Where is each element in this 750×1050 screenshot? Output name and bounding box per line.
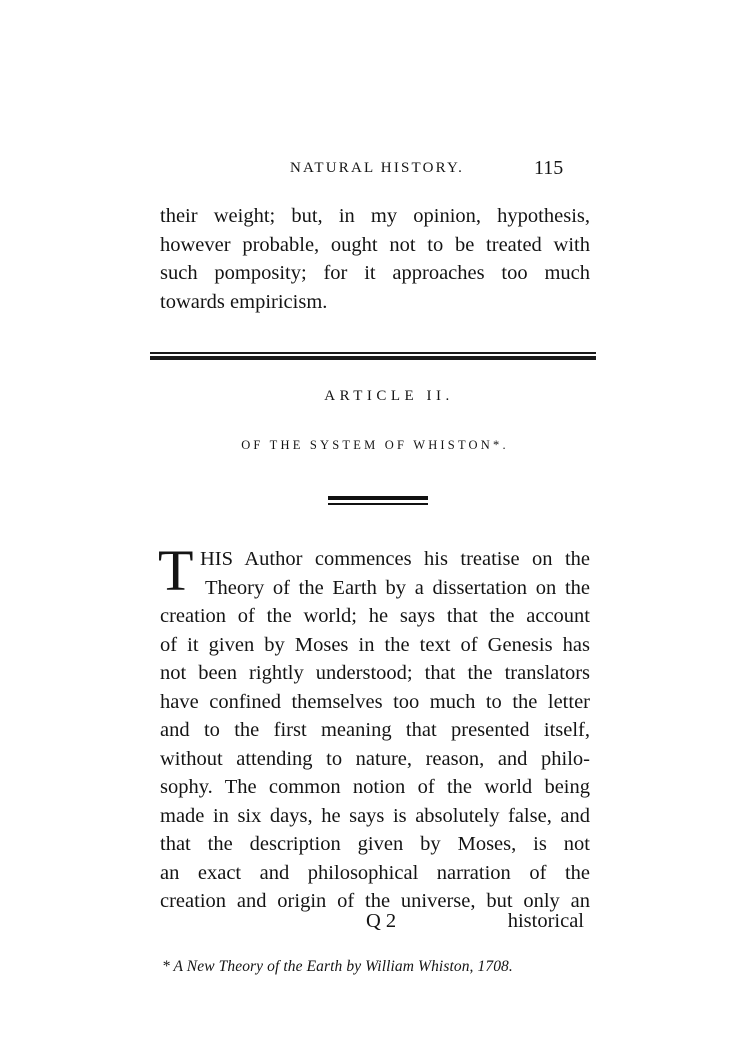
text-line: have confined themselves too much to the letter (160, 690, 590, 713)
article-subheading: OF THE SYSTEM OF WHISTON*. (241, 438, 509, 452)
drop-cap: T (158, 538, 194, 603)
text-line: sophy. The common notion of the world being (160, 776, 590, 798)
running-head: NATURAL HISTORY. (290, 160, 465, 176)
text-line: not been rightly understood; that the translators (160, 662, 590, 684)
text-line: however probable, ought not to be treated with (160, 233, 590, 256)
catchline (160, 910, 590, 940)
footnote: * A New Theory of the Earth by William Whiston, 1708. (162, 958, 513, 975)
text-line: towards empiricism. (160, 290, 328, 313)
text-line: creation and origin of the universe, but only an (160, 890, 590, 912)
text-line: made in six days, he says is absolutely false, and (160, 804, 590, 827)
ornamental-rule (328, 496, 428, 508)
text-line: their weight; but, in my opinion, hypothesis, (160, 205, 590, 227)
text-line: without attending to nature, reason, and philo- (160, 747, 590, 770)
page-number: 115 (534, 157, 564, 179)
text-line: of it given by Moses in the text of Genesis has (160, 633, 590, 656)
main-paragraph (160, 545, 590, 916)
text-line: that the description given by Moses, is not (160, 833, 590, 855)
text-line: an exact and philosophical narration of the (160, 861, 590, 884)
section-divider-rule (150, 352, 596, 360)
text-line: and to the first meaning that presented itself, (160, 719, 590, 741)
signature-mark: Q 2 (366, 910, 397, 932)
top-paragraph (160, 202, 590, 316)
text-line: creation of the world; he says that the account (160, 605, 590, 627)
text-line: such pomposity; for it approaches too much (160, 262, 590, 284)
text-line: Theory of the Earth by a dissertation on the (205, 576, 590, 599)
catchword: historical (507, 910, 584, 932)
article-heading: ARTICLE II. (324, 388, 454, 404)
text-line: HIS Author commences his treatise on the (200, 548, 590, 570)
